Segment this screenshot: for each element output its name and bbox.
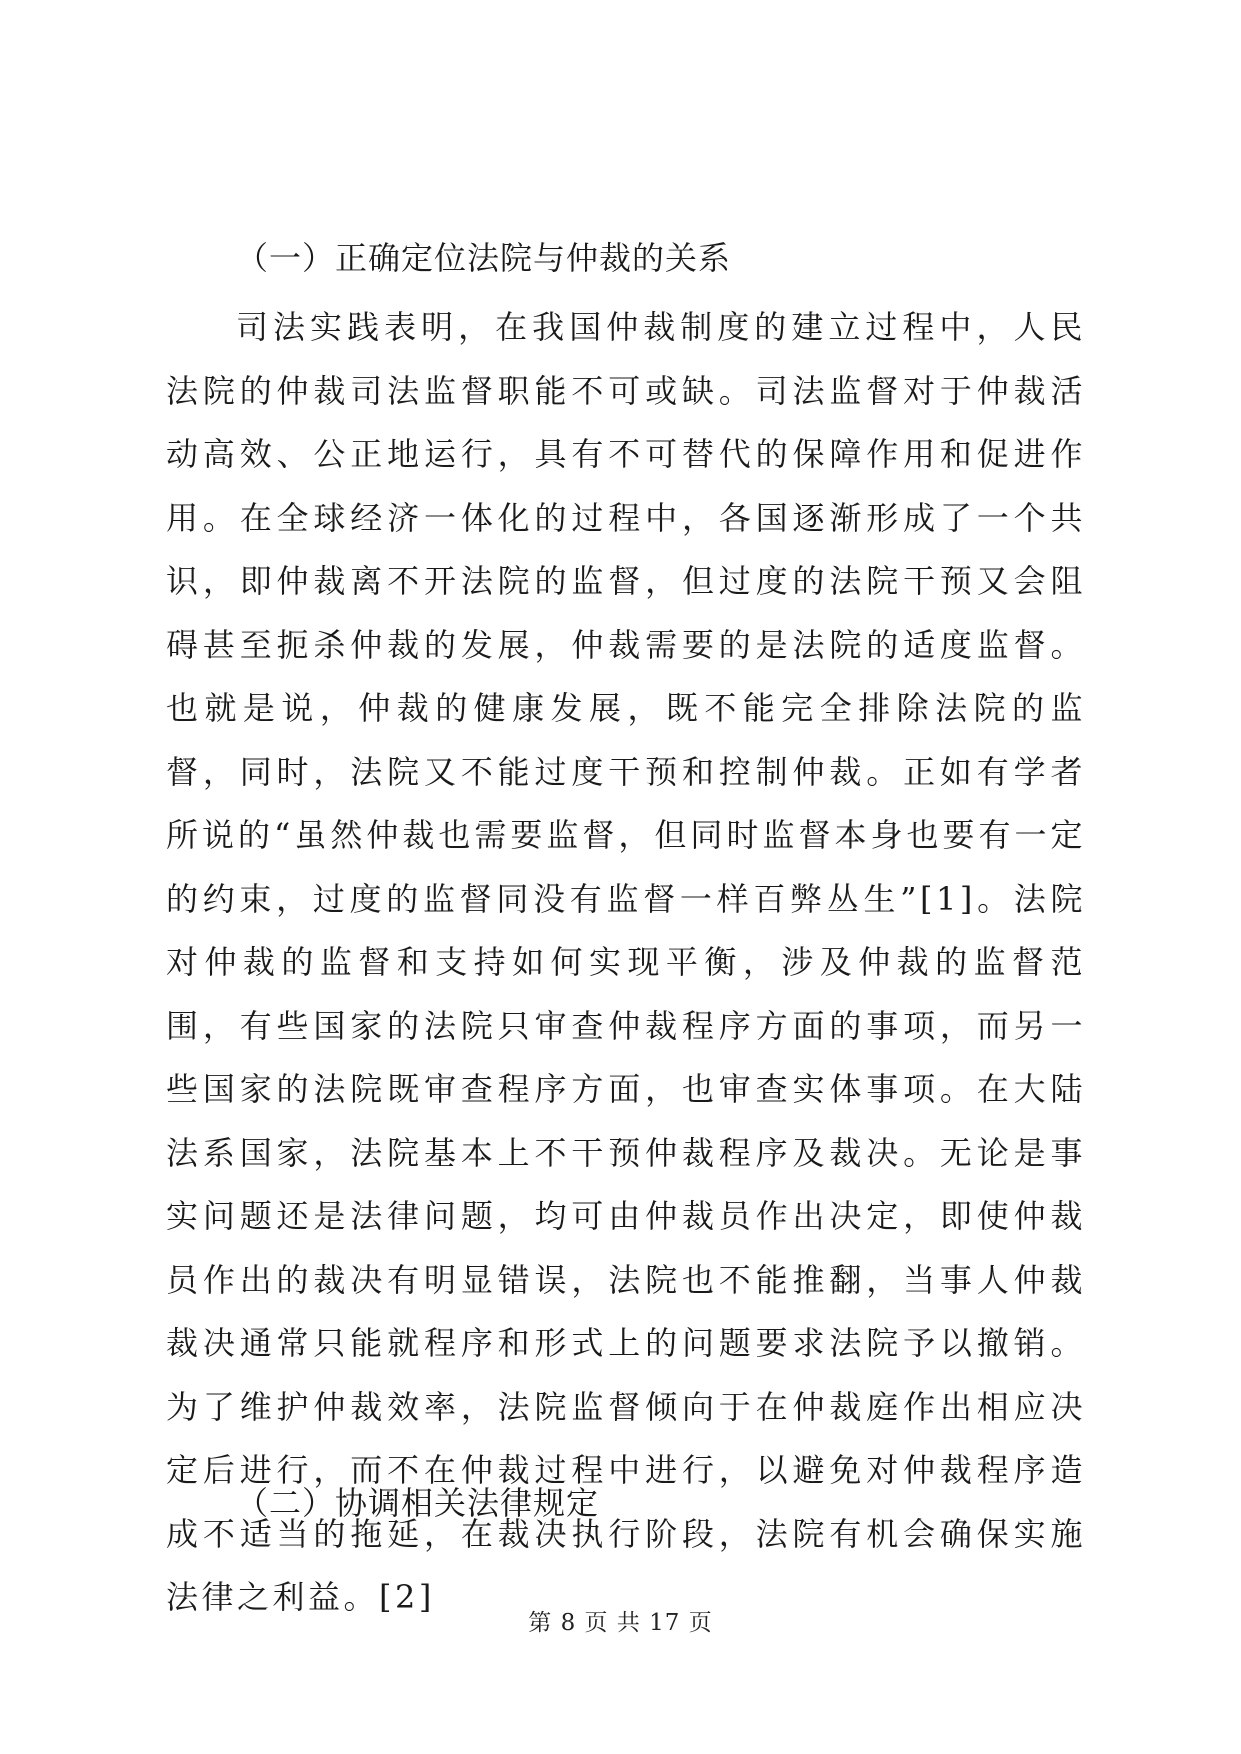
section-heading-1: （一）正确定位法院与仲裁的关系 [236,239,732,277]
section-1-paragraph: 司法实践表明，在我国仲裁制度的建立过程中，人民法院的仲裁司法监督职能不可或缺。司法监督对于仲裁活动高效、公正地运行，具有不可替代的保障作用和促进作用。在全球经济一体化的过程中，各国逐渐形成了一个共识，即仲裁离不开法院的监督，但过度的法院干预又会阻碍甚至扼杀仲裁的发展，仲裁需要的是法院的适度监督。也就是说，仲裁的健康发展，既不能完全排除法院的监督，同时，法院又不能过度干预和控制仲裁。正如有学者所说的“虽然仲裁也需要监督，但同时监督本身也要有一定的约束，过度的监督同没有监督一样百弊丛生”[1]。法院对仲裁的监督和支持如何实现平衡，涉及仲裁的监督范围，有些国家的法院只审查仲裁程序方面的事项，而另一些国家的法院既审查程序方面，也审查实体事项。在大陆法系国家，法院基本上不干预仲裁程序及裁决。无论是事实问题还是法律问题，均可由仲裁员作出决定，即使仲裁员作出的裁决有明显错误，法院也不能推翻，当事人仲裁裁决通常只能就程序和形式上的问题要求法院予以撤销。为了维护仲裁效率，法院监督倾向于在仲裁庭作出相应决定后进行，而不在仲裁过程中进行，以避免对仲裁程序造成不适当的拖延，在裁决执行阶段，法院有机会确保实施法律之利益。[2] [166,308,1086,1616]
section-heading-2: （二）协调相关法律规定 [236,1484,600,1522]
page-number-footer: 第 8 页 共 17 页 [528,1610,713,1636]
